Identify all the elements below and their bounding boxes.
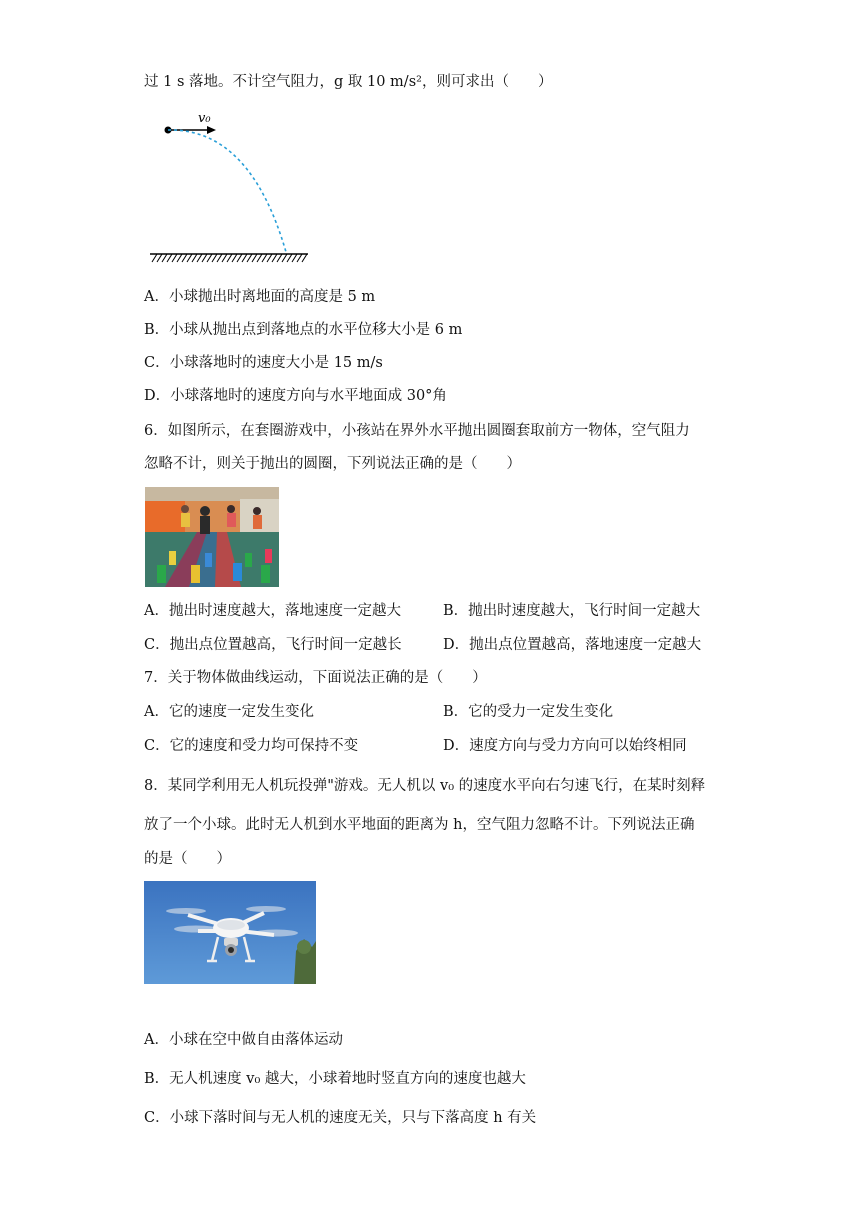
drone-photo	[144, 881, 316, 984]
q8-stem-line3: 的是（ ）	[144, 851, 231, 867]
q7-option-c: C．它的速度和受力均可保持不变	[144, 738, 359, 754]
q6-option-d: D．抛出点位置越高，落地速度一定越大	[443, 637, 702, 653]
q6-stem-line2: 忽略不计，则关于抛出的圆圈，下列说法正确的是（ ）	[144, 456, 521, 472]
trajectory-curve	[168, 130, 286, 252]
q6-option-c: C．抛出点位置越高，飞行时间一定越长	[144, 637, 402, 653]
ground-hatch	[152, 254, 307, 262]
q8-option-c: C．小球下落时间与无人机的速度无关，只与下落高度 h 有关	[144, 1110, 537, 1126]
v0-label: v₀	[198, 111, 211, 126]
q5-option-a: A．小球抛出时离地面的高度是 5 m	[144, 289, 376, 305]
q5-option-d: D．小球落地时的速度方向与水平地面成 30°角	[144, 388, 447, 404]
q5-option-b: B．小球从抛出点到落地点的水平位移大小是 6 m	[144, 322, 463, 338]
q5-stem-tail: 过 1 s 落地。不计空气阻力，g 取 10 m/s²，则可求出（ ）	[144, 74, 553, 90]
q7-stem: 7．关于物体做曲线运动，下面说法正确的是（ ）	[144, 670, 487, 686]
q7-option-b: B．它的受力一定发生变化	[443, 704, 614, 720]
arrow-head	[207, 126, 216, 134]
q8-stem-line2: 放了一个小球。此时无人机到水平地面的距离为 h，空气阻力忽略不计。下列说法正确	[144, 817, 695, 833]
q5-option-c: C．小球落地时的速度大小是 15 m/s	[144, 355, 383, 371]
q7-option-a: A．它的速度一定发生变化	[144, 704, 314, 720]
q8-option-b: B．无人机速度 v₀ 越大，小球着地时竖直方向的速度也越大	[144, 1071, 526, 1087]
q6-stem-line1: 6．如图所示，在套圈游戏中，小孩站在界外水平抛出圆圈套取前方一物体，空气阻力	[144, 423, 690, 439]
ring-toss-photo	[145, 487, 279, 587]
q6-option-a: A．抛出时速度越大，落地速度一定越大	[144, 603, 401, 619]
q7-option-d: D．速度方向与受力方向可以始终相同	[443, 738, 687, 754]
q8-stem-line1: 8．某同学利用无人机玩投弹"游戏。无人机以 v₀ 的速度水平向右匀速飞行，在某时刻释	[144, 778, 706, 794]
q8-option-a: A．小球在空中做自由落体运动	[144, 1032, 343, 1048]
q6-option-b: B．抛出时速度越大，飞行时间一定越大	[443, 603, 701, 619]
projectile-figure	[140, 106, 315, 266]
